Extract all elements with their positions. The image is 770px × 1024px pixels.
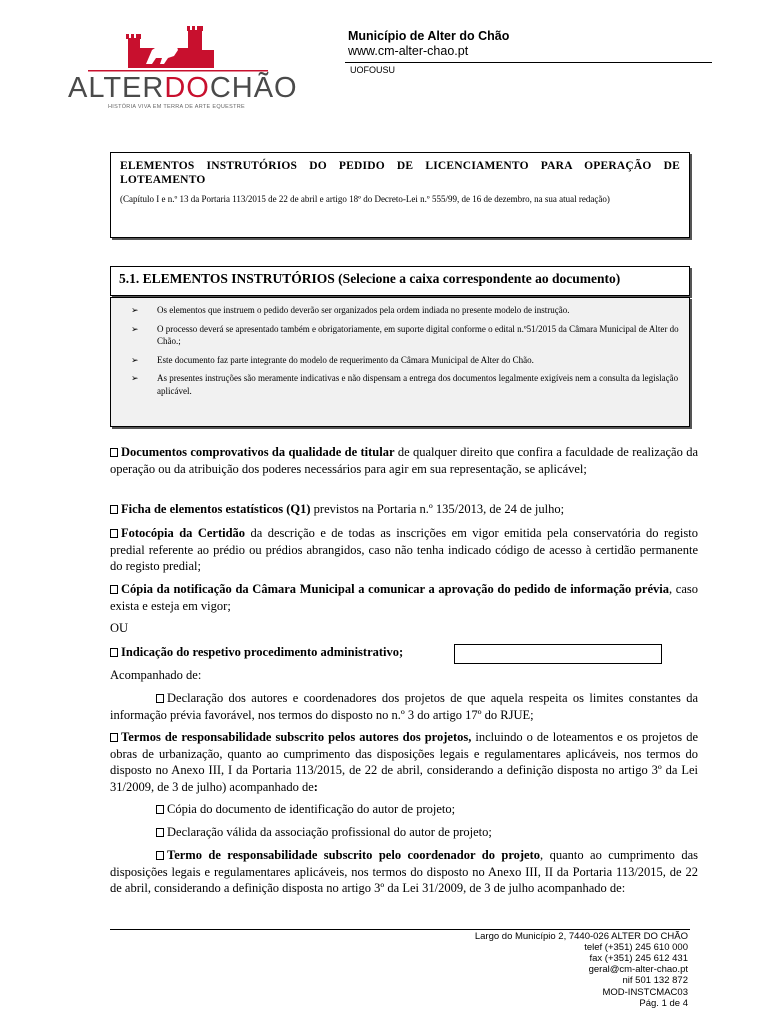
logo-word-do: DO bbox=[164, 72, 210, 104]
footer-divider bbox=[110, 929, 690, 930]
instructions-box bbox=[110, 297, 690, 427]
item-bold: Fotocópia da Certidão bbox=[121, 526, 246, 540]
footer-email[interactable]: geral@cm-alter-chao.pt bbox=[588, 964, 688, 975]
item-text: previstos na Portaria n.º 135/2013, de 24 de julho; bbox=[310, 502, 565, 516]
item-colon: : bbox=[313, 779, 318, 794]
footer-page-number: Pág. 1 de 4 bbox=[639, 998, 688, 1009]
logo-wordmark bbox=[68, 72, 298, 105]
instruction-text: Este documento faz parte integrante do modelo de requerimento da Câmara Municipal de Alter do Chão. bbox=[157, 354, 534, 365]
arrow-bullet-icon: ➢ bbox=[131, 373, 139, 383]
checkbox-declaracao-associacao[interactable] bbox=[156, 828, 164, 837]
item-text: Declaração válida da associação profissional do autor de projeto; bbox=[167, 825, 492, 839]
ou-separator: OU bbox=[110, 621, 129, 635]
header-divider bbox=[345, 62, 712, 63]
item-certidao bbox=[110, 525, 698, 575]
item-text: , caso exista e esteja em vigor; bbox=[110, 582, 698, 613]
item-bold: Cópia da notificação da Câmara Municipal a comunicar a aprovação do pedido de informação prévia bbox=[121, 582, 669, 596]
item-bold: Termo de responsabilidade subscrito pelo coordenador do projeto bbox=[167, 848, 541, 862]
document-title-box bbox=[110, 152, 690, 238]
logo-word-alter: ALTER bbox=[68, 72, 165, 104]
item-termo-coordenador bbox=[110, 847, 698, 897]
item-bold: Termos de responsabilidade subscrito pelos autores dos projetos, bbox=[121, 730, 472, 744]
checkbox-notificacao[interactable] bbox=[110, 585, 118, 594]
item-text: Cópia do documento de identificação do autor de projeto; bbox=[167, 802, 456, 816]
instruction-text: O processo deverá se apresentado também e obrigatoriamente, em suporte digital conforme o edital n.º51/2015 da Câmara Municipal de Alter do Chão.; bbox=[157, 323, 679, 346]
footer-fax: fax (+351) 245 612 431 bbox=[589, 953, 688, 964]
item-text: da descrição e de todas as inscrições em vigor emitida pela conservatória do registo predial referente ao prédio ou prédios abrangidos, caso não tenha indicado código de acesso à certidão permanente do registo predial; bbox=[110, 526, 698, 573]
logo-word-chao: CHÃO bbox=[209, 72, 298, 104]
item-text: de qualquer direito que confira a faculdade de realização da operação ou da atribuição dos poderes necessários para agir em sua representação, se aplicável; bbox=[110, 445, 698, 476]
document-title: ELEMENTOS INSTRUTÓRIOS DO PEDIDO DE LICENCIAMENTO PARA OPERAÇÃO DE LOTEAMENTO bbox=[120, 160, 680, 186]
footer-address: Largo do Município 2, 7440-026 ALTER DO CHÃO bbox=[474, 931, 688, 942]
arrow-bullet-icon: ➢ bbox=[131, 323, 139, 334]
checkbox-ficha-estatistica[interactable] bbox=[110, 505, 118, 514]
acompanhado-label: Acompanhado de: bbox=[110, 668, 202, 682]
checkbox-termo-coordenador[interactable] bbox=[156, 851, 164, 860]
castle-horse-emblem bbox=[68, 20, 288, 80]
logo-tagline: HISTÓRIA VIVA EM TERRA DE ARTE EQUESTRE bbox=[108, 104, 246, 110]
item-text: incluindo o de loteamentos e os projetos de obras de urbanização, quanto ao cumprimento das disposições legais e regulamentares aplicáveis, nos termos do disposto no Anexo III, I da Portaria 113/2015, de 22 de abril, considerando a definição disposta no artigo 3º da Lei 31/2009, de 3 de julho) acompanhado de bbox=[110, 730, 698, 794]
item-bold: Documentos comprovativos da qualidade de titular bbox=[121, 445, 395, 459]
checkbox-declaracao-autores[interactable] bbox=[156, 694, 164, 703]
checkbox-copia-identificacao[interactable] bbox=[156, 805, 164, 814]
arrow-bullet-icon: ➢ bbox=[131, 354, 139, 365]
instruction-text: As presentes instruções são meramente indicativas e não dispensam a entrega dos documentos legalmente exigíveis nem a consulta da legislação aplicável. bbox=[157, 373, 679, 396]
header-url: www.cm-alter-chao.pt bbox=[348, 44, 469, 58]
instruction-text: Os elementos que instruem o pedido deverão ser organizados pela ordem indiada no presente modelo de instrução. bbox=[157, 305, 570, 315]
section-title: 5.1. ELEMENTOS INSTRUTÓRIOS (Selecione a caixa correspondente ao documento) bbox=[110, 266, 690, 296]
header-title: Município de Alter do Chão bbox=[348, 29, 510, 43]
procedimento-input[interactable] bbox=[454, 644, 662, 664]
footer-tel: telef (+351) 245 610 000 bbox=[584, 942, 688, 953]
item-copia-identificacao bbox=[110, 801, 698, 818]
checkbox-termos-autores[interactable] bbox=[110, 733, 118, 742]
item-declaracao-associacao bbox=[110, 824, 698, 841]
item-bold: Ficha de elementos estatísticos (Q1) bbox=[121, 502, 311, 516]
item-text: Declaração dos autores e coordenadores dos projetos de que aquela respeita os limites constantes da informação prévia favorável, nos termos do disposto no n.º 3 do artigo 17º do RJUE; bbox=[110, 691, 698, 722]
item-notificacao-camara bbox=[110, 581, 698, 614]
item-titular-docs bbox=[110, 444, 698, 477]
item-declaracao-autores bbox=[110, 690, 698, 723]
footer-form-code: MOD-INSTCMAC03 bbox=[602, 987, 688, 998]
checkbox-certidao[interactable] bbox=[110, 529, 118, 538]
instruction-item bbox=[131, 354, 679, 367]
arrow-bullet-icon: ➢ bbox=[131, 305, 139, 315]
checkbox-titular-docs[interactable] bbox=[110, 448, 118, 457]
instruction-item bbox=[131, 323, 679, 348]
instruction-item bbox=[131, 372, 679, 397]
footer-nif: nif 501 132 872 bbox=[622, 975, 688, 986]
item-ficha-estatistica bbox=[110, 501, 698, 518]
item-termos-autores bbox=[110, 729, 698, 795]
instruction-item bbox=[131, 304, 679, 317]
header-code: UOFOUSU bbox=[350, 65, 395, 75]
checkbox-procedimento[interactable] bbox=[110, 648, 118, 657]
item-bold: Indicação do respetivo procedimento administrativo; bbox=[121, 645, 404, 659]
item-text: , quanto ao cumprimento das disposições legais e regulamentares aplicáveis, nos termos do disposto no Anexo III, II da Portaria 113/2015, de 22 de abril, considerando a definição disposta no artigo 3º da Lei 31/2009, de 3 de julho acompanhado de: bbox=[110, 848, 698, 895]
document-legal-basis: (Capítulo I e n.º 13 da Portaria 113/2015 de 22 de abril e artigo 18º do Decreto-Lei n.º 555/99, de 16 de dezembro, na sua atual redação) bbox=[120, 194, 610, 204]
